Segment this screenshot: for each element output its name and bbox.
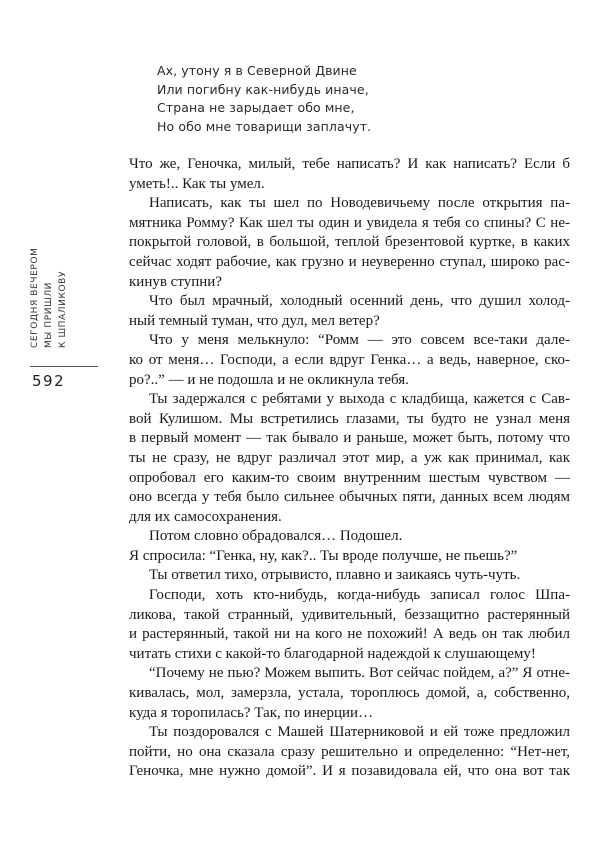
text-line: “Почему не пью? Можем выпить. Вот сейчас пойдем, а?” Я отне- — [149, 665, 570, 682]
sidebar-divider — [30, 366, 98, 367]
text-line: мятника Ромму? Как шел ты один и увидела я тебя со спины? С не- — [129, 214, 570, 231]
text-line: уметь!.. Как ты умел. — [129, 175, 265, 192]
book-title-line-3: К ШПАЛИКОВУ — [58, 270, 68, 348]
epigraph-poem — [157, 62, 487, 136]
text-line: ликова, такой странный, удивительный, беззащитно растерянный — [129, 606, 570, 623]
page-number: 592 — [32, 372, 66, 390]
book-title-line-2: МЫ ПРИШЛИ — [44, 281, 54, 348]
text-line: оно всегда у тебя было сильнее обычных пяти, данных всем людям — [129, 489, 570, 506]
text-line: опробовал его каким-то своим внутренним шестым чувством — — [129, 469, 570, 486]
epigraph-line: Ах, утону я в Северной Двине — [157, 63, 357, 78]
text-line: Что был мрачный, холодный осенний день, что душил холод- — [149, 293, 570, 310]
text-line: читать стихи с какой-то благодарной надеждой к слушающему! — [129, 645, 536, 662]
epigraph-line: Или погибну как-нибудь иначе, — [157, 81, 369, 97]
epigraph-line: Страна не зарыдает обо мне, — [157, 100, 355, 115]
text-line: кивалась, мол, замерзла, устала, тороплюсь домой, а, собственно, — [129, 685, 570, 702]
text-line: ты не сразу, не вдруг различал этот мир, а уж как принимал, как — [129, 449, 570, 466]
text-line: кинув ступни? — [129, 273, 222, 290]
text-line: Ты ответил тихо, отрывисто, плавно и заикаясь чуть-чуть. — [149, 567, 521, 584]
body-text — [129, 155, 570, 782]
text-line: покрытой головой, в большой, теплой брезентовой куртке, в каких — [129, 234, 570, 251]
text-line: сейчас ходят рабочие, как грузно и неуверенно ступал, широко рас- — [129, 253, 570, 270]
text-line: ро?..” — и не подошла и не окликнула тебя. — [129, 371, 409, 388]
text-line: ко от меня… Господи, а если вдруг Генка… а ведь, наверное, ско- — [129, 351, 570, 368]
text-line: пойти, но она сказала сразу решительно и определенно: “Нет-нет, — [129, 743, 570, 760]
text-line: Ты поздоровался с Машей Шатерниковой и ей тоже предложил — [149, 724, 570, 741]
text-line: Геночка, мне нужно домой”. И я позавидовала ей, что она вот так — [129, 763, 570, 780]
text-line: Господи, хоть кто-нибудь, когда-нибудь записал голос Шпа- — [149, 587, 570, 604]
text-line: Ты задержался с ребятами у выхода с кладбища, кажется с Сав- — [149, 391, 570, 408]
text-line: Потом словно обрадовался… Подошел. — [149, 528, 403, 545]
text-line: Что же, Геночка, милый, тебе написать? И как написать? Если б — [129, 156, 570, 172]
text-line: и растерянный, такой ни на кого не похожий! А ведь он так любил — [129, 626, 570, 643]
epigraph-line: Но обо мне товарищи заплачут. — [157, 118, 372, 134]
text-line: куда я торопилась? Так, по инерции… — [129, 704, 374, 721]
running-book-title — [30, 244, 78, 359]
text-line: Что у меня мелькнуло: “Ромм — это совсем все-таки дале- — [149, 332, 570, 349]
book-title-line-1: СЕГОДНЯ ВЕЧЕРОМ — [30, 247, 40, 348]
text-line: Написать, как ты шел по Новодевичьему после открытия па- — [149, 195, 570, 212]
text-line: для их самосохранения. — [129, 508, 282, 525]
text-line: в первый момент — так бывало и раньше, может быть, потому что — [129, 430, 570, 447]
text-line: ный темный туман, что дул, мел ветер? — [129, 312, 380, 329]
text-line: вой Кулишом. Мы встретились глазами, ты будто не узнал меня — [129, 410, 570, 427]
text-line: Я спросила: “Генка, ну, как?.. Ты вроде получше, не пьешь?” — [129, 547, 518, 564]
